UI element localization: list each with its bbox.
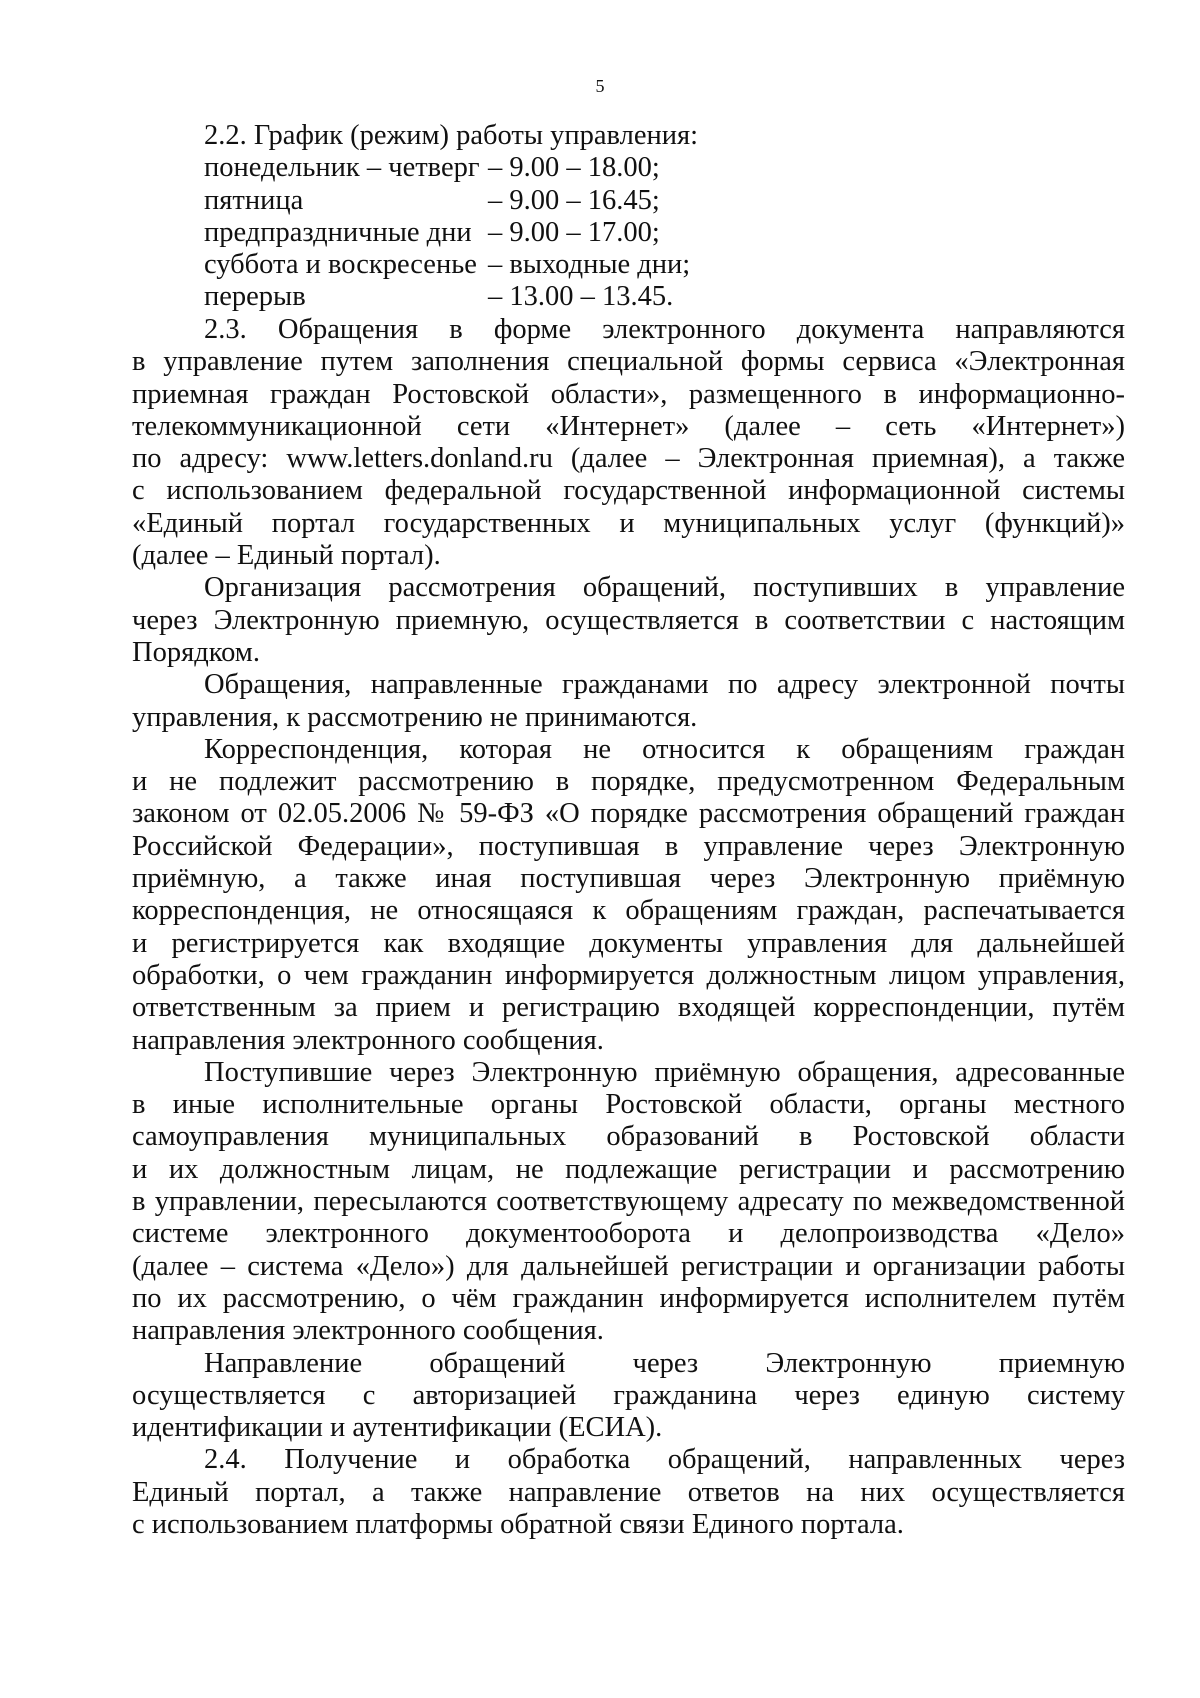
paragraph bbox=[132, 314, 1125, 572]
paragraph-line: Обращения, направленные гражданами по адресу электронной почты bbox=[204, 669, 1125, 701]
paragraph bbox=[132, 1444, 1125, 1541]
paragraph-line: Направление обращений через Электронную приемную bbox=[204, 1347, 1125, 1379]
paragraph bbox=[132, 734, 1125, 1057]
paragraph bbox=[132, 1057, 1125, 1348]
paragraph-line: приемная граждан Ростовской области», размещенного в информационно- bbox=[132, 378, 1125, 410]
paragraph-line: Поступившие через Электронную приёмную обращения, адресованные bbox=[204, 1056, 1125, 1088]
schedule-row bbox=[204, 249, 698, 281]
work-schedule bbox=[204, 120, 698, 314]
paragraph bbox=[132, 669, 1125, 734]
paragraph-line: осуществляется с авторизацией гражданина через единую систему bbox=[132, 1379, 1125, 1411]
schedule-row bbox=[204, 281, 698, 313]
paragraph-line: в управление путем заполнения специальной формы сервиса «Электронная bbox=[132, 346, 1125, 378]
paragraph-line: Российской Федерации», поступившая в управление через Электронную bbox=[132, 830, 1125, 862]
paragraph-line: корреспонденция, не относящаяся к обращениям граждан, распечатывается bbox=[132, 895, 1125, 927]
schedule-title: 2.2. График (режим) работы управления: bbox=[204, 120, 699, 151]
schedule-day: пятница bbox=[204, 184, 304, 216]
paragraph-line: Организация рассмотрения обращений, поступивших в управление bbox=[204, 572, 1125, 604]
paragraph-line: (далее – Единый портал). bbox=[132, 540, 441, 572]
paragraph-line: Единый портал, а также направление ответов на них осуществляется bbox=[132, 1476, 1125, 1508]
schedule-row bbox=[204, 185, 698, 217]
paragraph bbox=[132, 1348, 1125, 1445]
schedule-row bbox=[204, 217, 698, 249]
paragraph-line: и их должностным лицам, не подлежащие регистрации и рассмотрению bbox=[132, 1153, 1125, 1185]
schedule-time: – 9.00 – 18.00; bbox=[488, 152, 660, 184]
paragraph-line: в иные исполнительные органы Ростовской области, органы местного bbox=[132, 1089, 1125, 1121]
paragraph-line: в управлении, пересылаются соответствующему адресату по межведомственной bbox=[132, 1186, 1125, 1218]
paragraph-line: «Единый портал государственных и муниципальных услуг (функций)» bbox=[132, 507, 1125, 539]
paragraph-line: направления электронного сообщения. bbox=[132, 1315, 604, 1347]
paragraph-line: через Электронную приемную, осуществляется в соответствии с настоящим bbox=[132, 604, 1125, 636]
paragraph-line: самоуправления муниципальных образований в Ростовской области bbox=[132, 1121, 1125, 1153]
paragraph-line: по их рассмотрению, о чём гражданин информируется исполнителем путём bbox=[132, 1282, 1125, 1314]
page-number: 5 bbox=[595, 76, 605, 96]
paragraph-line: и регистрируется как входящие документы управления для дальнейшей bbox=[132, 927, 1125, 959]
paragraph-line: 2.3. Обращения в форме электронного документа направляются bbox=[204, 314, 1125, 345]
schedule-time: – 13.00 – 13.45. bbox=[488, 281, 674, 313]
paragraph-line: по адресу: www.letters.donland.ru (далее – Электронная приемная), а также bbox=[132, 443, 1125, 475]
paragraph-line: (далее – система «Дело») для дальнейшей регистрации и организации работы bbox=[132, 1250, 1125, 1282]
paragraph-line: ответственным за прием и регистрацию входящей корреспонденции, путём bbox=[132, 992, 1125, 1024]
schedule-day: перерыв bbox=[204, 281, 306, 313]
paragraph-line: телекоммуникационной сети «Интернет» (далее – сеть «Интернет») bbox=[132, 410, 1125, 442]
paragraph-line: с использованием федеральной государственной информационной системы bbox=[132, 475, 1125, 507]
schedule-day: понедельник – четверг bbox=[204, 152, 480, 184]
paragraph bbox=[132, 572, 1125, 669]
schedule-time: – 9.00 – 16.45; bbox=[488, 184, 660, 216]
document-body bbox=[132, 314, 1125, 1541]
paragraph-line: направления электронного сообщения. bbox=[132, 1024, 604, 1056]
paragraph-line: управления, к рассмотрению не принимаются. bbox=[132, 701, 698, 733]
paragraph-line: идентификации и аутентификации (ЕСИА). bbox=[132, 1412, 663, 1444]
schedule-time: – выходные дни; bbox=[488, 249, 691, 281]
paragraph-line: приёмную, а также иная поступившая через Электронную приёмную bbox=[132, 863, 1125, 895]
schedule-row bbox=[204, 152, 698, 184]
paragraph-line: 2.4. Получение и обработка обращений, направленных через bbox=[204, 1444, 1125, 1476]
paragraph-line: Корреспонденция, которая не относится к обращениям граждан bbox=[204, 733, 1125, 765]
paragraph-line: законом от 02.05.2006 № 59-ФЗ «О порядке рассмотрения обращений граждан bbox=[132, 798, 1125, 830]
paragraph-line: с использованием платформы обратной связи Единого портала. bbox=[132, 1508, 904, 1540]
paragraph-line: обработки, о чем гражданин информируется должностным лицом управления, bbox=[132, 959, 1125, 991]
schedule-day: суббота и воскресенье bbox=[204, 249, 477, 281]
schedule-day: предпраздничные дни bbox=[204, 216, 472, 248]
paragraph-line: системе электронного документооборота и делопроизводства «Дело» bbox=[132, 1218, 1125, 1250]
schedule-time: – 9.00 – 17.00; bbox=[488, 216, 660, 248]
paragraph-line: и не подлежит рассмотрению в порядке, предусмотренном Федеральным bbox=[132, 766, 1125, 798]
paragraph-line: Порядком. bbox=[132, 636, 260, 668]
